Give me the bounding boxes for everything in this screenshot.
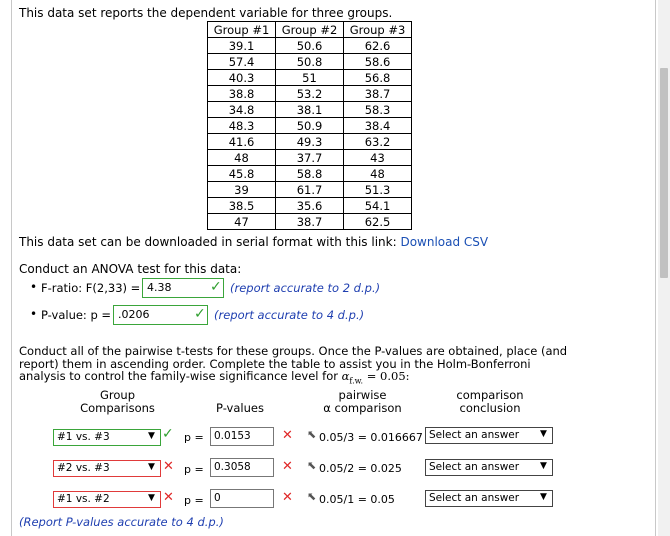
instructions-text: Conduct all of the pairwise t-tests for these groups. Once the P-values are obtained, place (and report) them in ascending order. Complete the table to assist you in the Holm-Bonferroni analysis to control the family-wise significance level for <box>19 344 568 383</box>
p-prefix-row1: p = <box>184 431 204 444</box>
pvalue-input-row1[interactable]: 0.0153 <box>210 427 274 446</box>
table-cell: 50.8 <box>276 54 344 70</box>
table-row <box>208 134 412 150</box>
table-row <box>208 198 412 214</box>
table-cell: 41.6 <box>208 134 276 150</box>
group-select-row2[interactable]: #2 vs. #3 <box>53 460 161 477</box>
bullet-icon: • <box>30 307 38 321</box>
alpha-equals: = 0.05: <box>366 369 410 383</box>
conclusion-select-row3[interactable]: Select an answer <box>425 490 553 507</box>
table-cell: 45.8 <box>208 166 276 182</box>
alpha-subscript: f.w. <box>349 376 364 386</box>
table-row <box>208 166 412 182</box>
table-cell: 38.1 <box>276 102 344 118</box>
p-prefix-row2: p = <box>184 463 204 476</box>
chevron-down-icon: ▼ <box>148 462 155 472</box>
table-cell: 53.2 <box>276 86 344 102</box>
col-group-header <box>70 389 165 415</box>
table-cell: 48.3 <box>208 118 276 134</box>
download-text: This data set can be downloaded in serial format with this link: <box>19 235 397 249</box>
table-cell: 35.6 <box>276 198 344 214</box>
alpha-row2: 0.05/2 = 0.025 <box>319 462 402 475</box>
col-group-line1: Group <box>99 388 135 402</box>
chevron-down-icon: ▼ <box>540 461 547 471</box>
table-cell: 50.6 <box>276 38 344 54</box>
table-header: Group #1 <box>208 22 276 38</box>
table-cell: 58.3 <box>344 102 412 118</box>
col-conc-line1: comparison <box>456 388 524 402</box>
pairwise-instructions <box>19 345 579 388</box>
fratio-label: F-ratio: F(2,33) = <box>41 281 141 295</box>
x-icon: ✕ <box>282 428 293 443</box>
table-cell: 62.5 <box>344 214 412 230</box>
table-row <box>208 86 412 102</box>
check-icon: ✓ <box>194 306 206 322</box>
table-cell: 39 <box>208 182 276 198</box>
bullet-icon: • <box>30 280 38 294</box>
chevron-down-icon: ▼ <box>148 493 155 503</box>
anova-prompt: Conduct an ANOVA test for this data: <box>19 262 242 276</box>
chevron-down-icon: ▼ <box>540 429 547 439</box>
col-conclusion-header <box>440 389 540 415</box>
table-header: Group #2 <box>276 22 344 38</box>
fratio-input[interactable]: 4.38 <box>142 278 224 298</box>
table-cell: 34.8 <box>208 102 276 118</box>
col-alpha-header <box>315 389 410 415</box>
conclusion-select-row2[interactable]: Select an answer <box>425 459 553 476</box>
pvalue-input-row2[interactable]: 0.3058 <box>210 458 274 477</box>
col-conc-line2: conclusion <box>459 401 521 415</box>
table-header-row <box>208 22 412 38</box>
alpha-row3: 0.05/1 = 0.05 <box>319 493 395 506</box>
table-cell: 61.7 <box>276 182 344 198</box>
table-row <box>208 214 412 230</box>
cursor-icon: ⬉ <box>307 428 317 441</box>
check-icon: ✓ <box>210 279 222 295</box>
table-row <box>208 54 412 70</box>
cursor-icon: ⬉ <box>307 490 317 503</box>
col-alpha-line1: pairwise <box>338 388 387 402</box>
pvalue-label: P-value: p = <box>41 308 112 322</box>
table-row <box>208 38 412 54</box>
table-row <box>208 70 412 86</box>
x-icon: ✕ <box>163 459 174 474</box>
x-icon: ✕ <box>163 490 174 505</box>
check-icon: ✓ <box>162 426 174 442</box>
col-group-line2: Comparisons <box>80 401 155 415</box>
table-cell: 40.3 <box>208 70 276 86</box>
table-cell: 38.7 <box>344 86 412 102</box>
chevron-down-icon: ▼ <box>148 431 155 441</box>
chevron-down-icon: ▼ <box>540 492 547 502</box>
table-cell: 58.8 <box>276 166 344 182</box>
pvalue-hint: (report accurate to 4 d.p.) <box>214 308 365 322</box>
table-row <box>208 118 412 134</box>
p-prefix-row3: p = <box>184 494 204 507</box>
table-cell: 48 <box>344 166 412 182</box>
table-cell: 38.4 <box>344 118 412 134</box>
col-alpha-line2: α comparison <box>323 401 402 415</box>
intro-text: This data set reports the dependent variable for three groups. <box>19 6 393 20</box>
table-row <box>208 150 412 166</box>
cursor-icon: ⬉ <box>307 459 317 472</box>
x-icon: ✕ <box>282 490 293 505</box>
table-row <box>208 102 412 118</box>
group-select-row3[interactable]: #1 vs. #2 <box>53 491 161 508</box>
table-cell: 37.7 <box>276 150 344 166</box>
col-pvalues-header: P-values <box>216 401 264 415</box>
table-cell: 50.9 <box>276 118 344 134</box>
pvalue-input[interactable]: .0206 <box>113 305 208 325</box>
table-cell: 49.3 <box>276 134 344 150</box>
table-cell: 38.8 <box>208 86 276 102</box>
data-table <box>207 21 412 230</box>
fratio-hint: (report accurate to 2 d.p.) <box>230 281 381 295</box>
table-cell: 62.6 <box>344 38 412 54</box>
table-cell: 63.2 <box>344 134 412 150</box>
table-cell: 38.7 <box>276 214 344 230</box>
download-csv-link[interactable]: Download CSV <box>400 235 489 249</box>
table-cell: 38.5 <box>208 198 276 214</box>
x-icon: ✕ <box>282 459 293 474</box>
footer-hint: (Report P-values accurate to 4 d.p.) <box>19 515 224 529</box>
table-cell: 48 <box>208 150 276 166</box>
table-header: Group #3 <box>344 22 412 38</box>
table-cell: 54.1 <box>344 198 412 214</box>
group-select-row1[interactable]: #1 vs. #3 <box>53 429 161 446</box>
download-line <box>19 235 488 249</box>
table-cell: 56.8 <box>344 70 412 86</box>
table-cell: 47 <box>208 214 276 230</box>
table-cell: 57.4 <box>208 54 276 70</box>
conclusion-select-row1[interactable]: Select an answer <box>425 427 553 444</box>
scrollbar-thumb[interactable] <box>660 68 668 278</box>
table-row <box>208 182 412 198</box>
table-cell: 43 <box>344 150 412 166</box>
table-cell: 51 <box>276 70 344 86</box>
alpha-symbol: α <box>341 369 350 383</box>
table-body <box>208 38 412 230</box>
alpha-row1: 0.05/3 = 0.016667 <box>319 431 423 444</box>
pvalue-input-row3[interactable]: 0 <box>210 489 274 508</box>
table-cell: 58.6 <box>344 54 412 70</box>
table-cell: 51.3 <box>344 182 412 198</box>
table-cell: 39.1 <box>208 38 276 54</box>
